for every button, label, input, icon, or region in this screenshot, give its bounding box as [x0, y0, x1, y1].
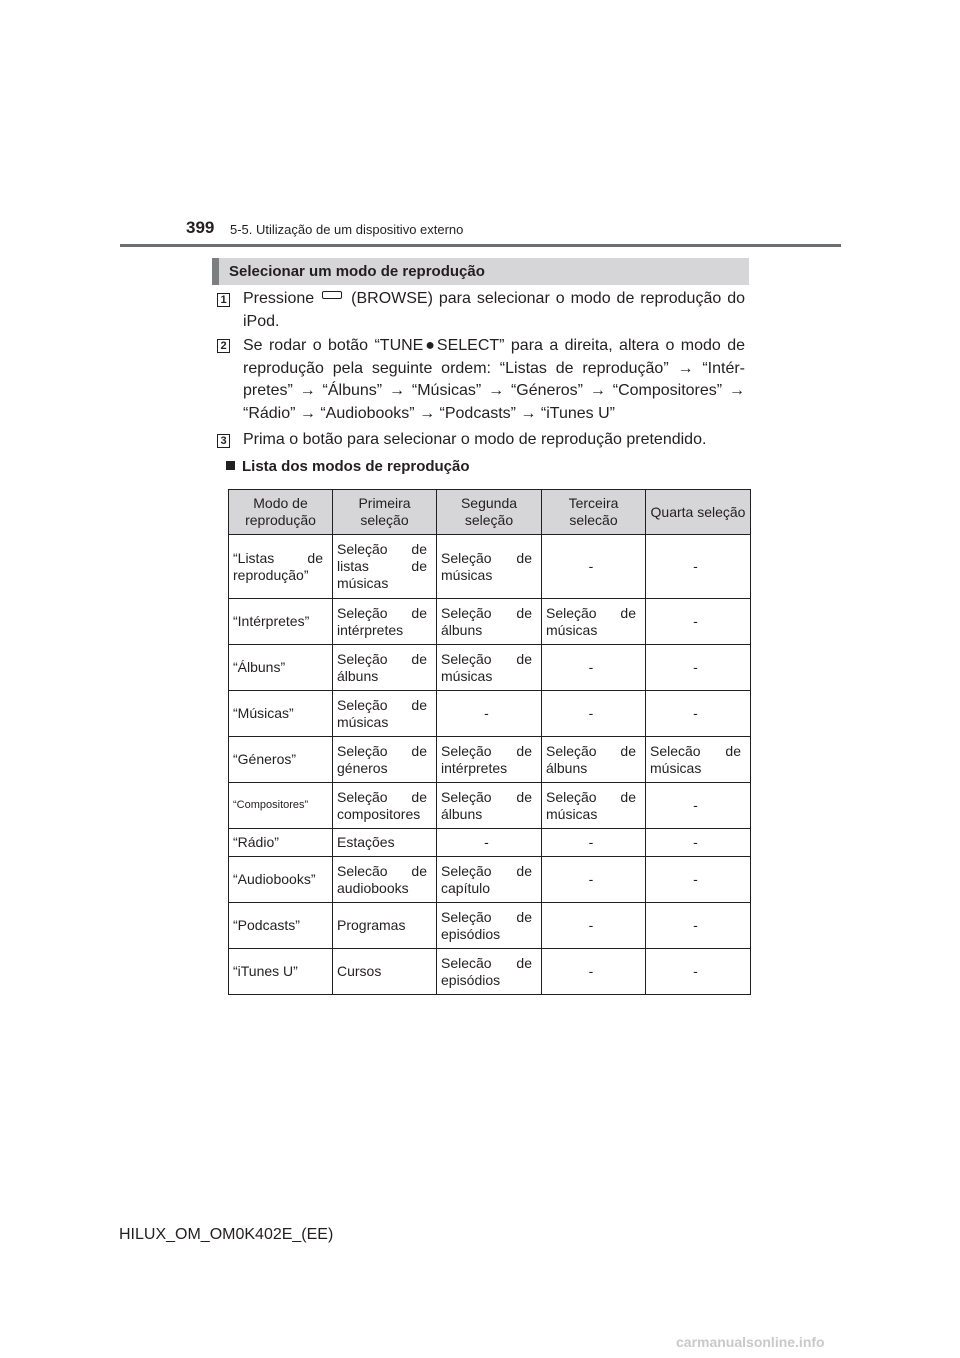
table-row [229, 599, 751, 645]
table-row [229, 949, 751, 995]
table-cell: - [437, 829, 542, 857]
table-cell: Seleção de episódios [437, 903, 542, 949]
table-cell: Seleção de músicas [333, 691, 437, 737]
table-cell: “Compositores” [229, 783, 333, 829]
table-cell: Seleção de álbuns [437, 599, 542, 645]
table-cell: “Podcasts” [229, 903, 333, 949]
table-cell: - [542, 903, 646, 949]
table-row [229, 535, 751, 599]
table-cell: “Rádio” [229, 829, 333, 857]
watermark: carmanualsonline.info [676, 1334, 825, 1350]
table-cell: “Músicas” [229, 691, 333, 737]
step-2-text: Se rodar o botão “TUNE●SELECT” para a direita, altera o modo de reprodução pela seguinte ordem: “Listas de reprodução” → “Intér-pretes” → “Álbuns” → “Músicas” → “Géneros” → “Compositores” → “Rádio” → “Audiobooks” → “Podcasts” → “iTunes U” [243, 337, 745, 422]
step-number-3: 3 [217, 434, 230, 448]
table-header-cell: Segunda seleção [437, 490, 542, 535]
table-cell: “Intérpretes” [229, 599, 333, 645]
table-cell: Seleção de intérpretes [437, 737, 542, 783]
table-header-cell: Primeira seleção [333, 490, 437, 535]
table-cell: Seleção de intérpretes [333, 599, 437, 645]
table-cell: Seleção de álbuns [333, 645, 437, 691]
table-cell: Seleção de listas de músicas [333, 535, 437, 599]
step-1-text-before: Pressione [243, 290, 315, 307]
playback-modes-table [228, 489, 751, 995]
table-header-cell: Quarta seleção [646, 490, 751, 535]
table-cell: “Audiobooks” [229, 857, 333, 903]
table-cell: “Géneros” [229, 737, 333, 783]
table-cell: - [542, 829, 646, 857]
table-cell: Seleção de compositores [333, 783, 437, 829]
table-cell: Seleção de álbuns [542, 737, 646, 783]
table-cell: Seleção de álbuns [437, 783, 542, 829]
table-cell: Seleção de géneros [333, 737, 437, 783]
document-code-footer: HILUX_OM_OM0K402E_(EE) [119, 1226, 334, 1243]
table-header-cell: Terceira selecão [542, 490, 646, 535]
table-cell: - [437, 691, 542, 737]
list-heading [226, 458, 470, 475]
table-row [229, 645, 751, 691]
table-header-row [229, 490, 751, 535]
step-number-2: 2 [217, 339, 230, 353]
table-cell: - [646, 691, 751, 737]
table-cell: Seleção de músicas [542, 783, 646, 829]
table-cell: - [542, 691, 646, 737]
table-cell: - [646, 829, 751, 857]
table-cell: - [646, 949, 751, 995]
table-cell: Selecão de audiobooks [333, 857, 437, 903]
table-cell: Seleção de capítulo [437, 857, 542, 903]
table-cell: “Álbuns” [229, 645, 333, 691]
table-cell: Cursos [333, 949, 437, 995]
step-number-1: 1 [217, 293, 230, 307]
table-row [229, 829, 751, 857]
table-cell: Estações [333, 829, 437, 857]
table-cell: - [542, 645, 646, 691]
section-heading-bar [212, 258, 749, 285]
table-cell: - [646, 857, 751, 903]
table-cell: - [646, 645, 751, 691]
browse-button-icon [322, 291, 342, 299]
table-cell: - [542, 857, 646, 903]
table-cell: Selecão de músicas [646, 737, 751, 783]
square-bullet-icon [226, 461, 235, 470]
page-number: 399 [186, 218, 215, 237]
table-cell: - [646, 599, 751, 645]
table-cell: - [542, 949, 646, 995]
step-1-text-after: (BROWSE) para selecionar o modo de reprodução do iPod. [243, 290, 745, 330]
table-cell: - [542, 535, 646, 599]
table-cell: Programas [333, 903, 437, 949]
step-1-text [243, 288, 745, 333]
table-cell: “Listas de reprodução” [229, 535, 333, 599]
table-cell: “iTunes U” [229, 949, 333, 995]
step-3-text: Prima o botão para selecionar o modo de reprodução pretendido. [243, 431, 707, 448]
header-rule [120, 244, 841, 247]
table-cell: - [646, 903, 751, 949]
table-row [229, 783, 751, 829]
table-row [229, 903, 751, 949]
chapter-title: 5-5. Utilização de um dispositivo externo [230, 222, 464, 237]
table-cell: - [646, 783, 751, 829]
table-header-cell: Modo de reprodução [229, 490, 333, 535]
table-row [229, 691, 751, 737]
table-row [229, 857, 751, 903]
table-cell: Selecão de episódios [437, 949, 542, 995]
list-heading-text: Lista dos modos de reprodução [242, 458, 470, 475]
table-cell: - [646, 535, 751, 599]
table-cell: Seleção de músicas [437, 535, 542, 599]
table-cell: Seleção de músicas [437, 645, 542, 691]
section-title: Selecionar um modo de reprodução [229, 263, 485, 280]
table-row [229, 737, 751, 783]
table-cell: Seleção de músicas [542, 599, 646, 645]
